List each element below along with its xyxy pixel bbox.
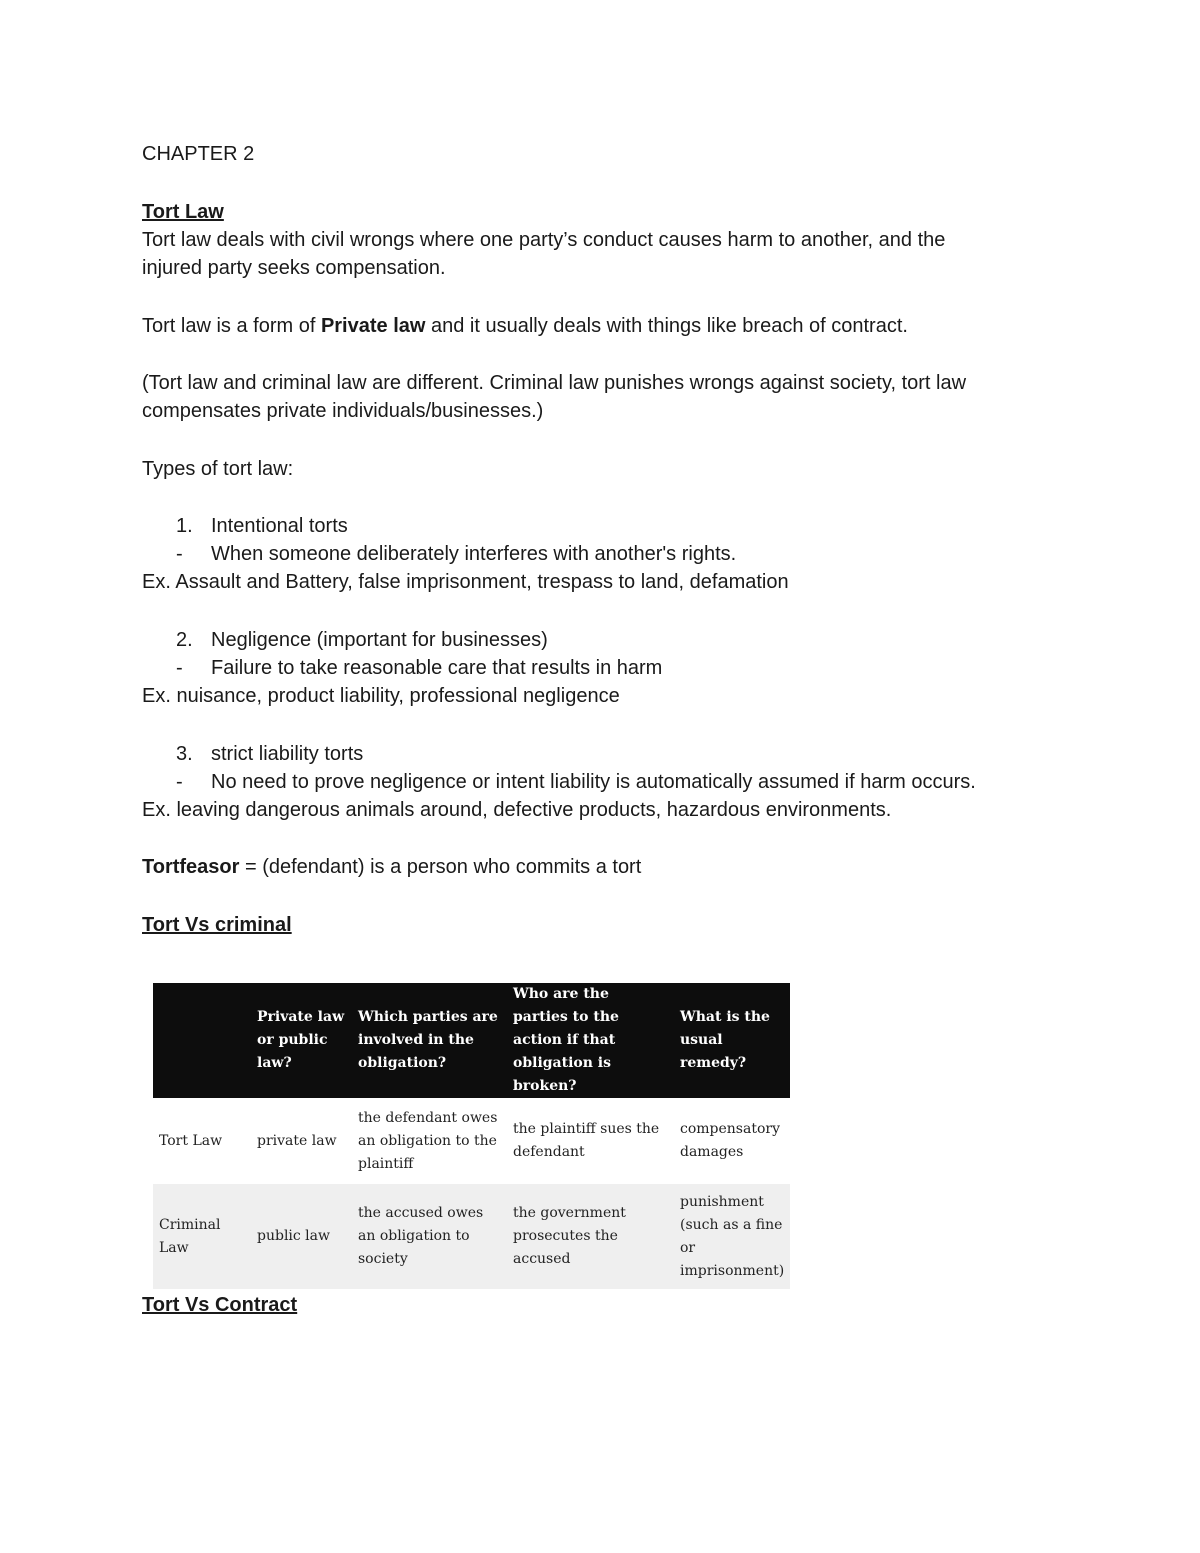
intro-line-1: Tort law deals with civil wrongs where one party’s conduct causes harm to another, and the bbox=[142, 229, 946, 251]
table-cell: the accused owes an obligation to society bbox=[352, 1184, 507, 1289]
difference-line-2: compensates private individuals/businesses.) bbox=[142, 400, 544, 422]
list-subitem-text: No need to prove negligence or intent liability is automatically assumed if harm occurs. bbox=[211, 771, 976, 793]
table-cell: the government prosecutes the accused bbox=[507, 1184, 674, 1289]
dash-bullet: - bbox=[176, 771, 183, 793]
list-subitem-text: Failure to take reasonable care that results in harm bbox=[211, 657, 663, 679]
dash-bullet: - bbox=[176, 543, 183, 565]
example-line: Ex. leaving dangerous animals around, defective products, hazardous environments. bbox=[142, 799, 892, 821]
list-number: 3. bbox=[176, 743, 193, 765]
dash-bullet: - bbox=[176, 657, 183, 679]
list-item-title: Intentional torts bbox=[211, 515, 348, 537]
tortfeasor-line bbox=[142, 853, 641, 881]
private-law-bold: Private law bbox=[320, 315, 426, 337]
intro-line-2: injured party seeks compensation. bbox=[142, 257, 446, 279]
table-header-cell: Private law or public law? bbox=[251, 983, 352, 1098]
chapter-title: CHAPTER 2 bbox=[142, 143, 255, 165]
types-heading: Types of tort law: bbox=[142, 458, 294, 480]
tortfeasor-definition: = (defendant) is a person who commits a tort bbox=[239, 856, 642, 878]
list-number: 2. bbox=[176, 629, 193, 651]
tort-vs-contract-heading: Tort Vs Contract bbox=[142, 1294, 298, 1316]
table-header-cell: What is the usual remedy? bbox=[674, 983, 790, 1098]
table-row bbox=[153, 1098, 790, 1184]
comparison-table bbox=[153, 983, 790, 1289]
table-cell: the plaintiff sues the defendant bbox=[507, 1098, 674, 1184]
list-number: 1. bbox=[176, 515, 193, 537]
table-header-row bbox=[153, 983, 790, 1098]
table-cell: public law bbox=[251, 1184, 352, 1289]
example-line: Ex. Assault and Battery, false imprisonment, trespass to land, defamation bbox=[142, 571, 789, 593]
table-cell: the defendant owes an obligation to the plaintiff bbox=[352, 1098, 507, 1184]
table-row bbox=[153, 1184, 790, 1289]
difference-line-1: (Tort law and criminal law are different. Criminal law punishes wrongs against society, tort law bbox=[142, 372, 967, 394]
table-header-cell: Which parties are involved in the obligation? bbox=[352, 983, 507, 1098]
tort-law-heading: Tort Law bbox=[142, 201, 224, 223]
private-law-pre: Tort law is a form of bbox=[142, 315, 321, 337]
private-law-post: and it usually deals with things like breach of contract. bbox=[425, 315, 908, 337]
table-cell: Tort Law bbox=[153, 1098, 251, 1184]
table-header-cell: Who are the parties to the action if that obligation is broken? bbox=[507, 983, 674, 1098]
table-cell: private law bbox=[251, 1098, 352, 1184]
tort-vs-criminal-heading: Tort Vs criminal bbox=[142, 914, 292, 936]
list-item-title: Negligence (important for businesses) bbox=[211, 629, 548, 651]
table-cell: Criminal Law bbox=[153, 1184, 251, 1289]
list-subitem-text: When someone deliberately interferes with another's rights. bbox=[211, 543, 737, 565]
comparison-table-image bbox=[153, 983, 790, 1279]
private-law-line bbox=[142, 312, 908, 340]
table-header-cell bbox=[153, 983, 251, 1098]
list-item-title: strict liability torts bbox=[211, 743, 364, 765]
example-line: Ex. nuisance, product liability, professional negligence bbox=[142, 685, 620, 707]
table-cell: punishment (such as a fine or imprisonment) bbox=[674, 1184, 790, 1289]
table-cell: compensatory damages bbox=[674, 1098, 790, 1184]
tortfeasor-term: Tortfeasor bbox=[142, 856, 240, 878]
